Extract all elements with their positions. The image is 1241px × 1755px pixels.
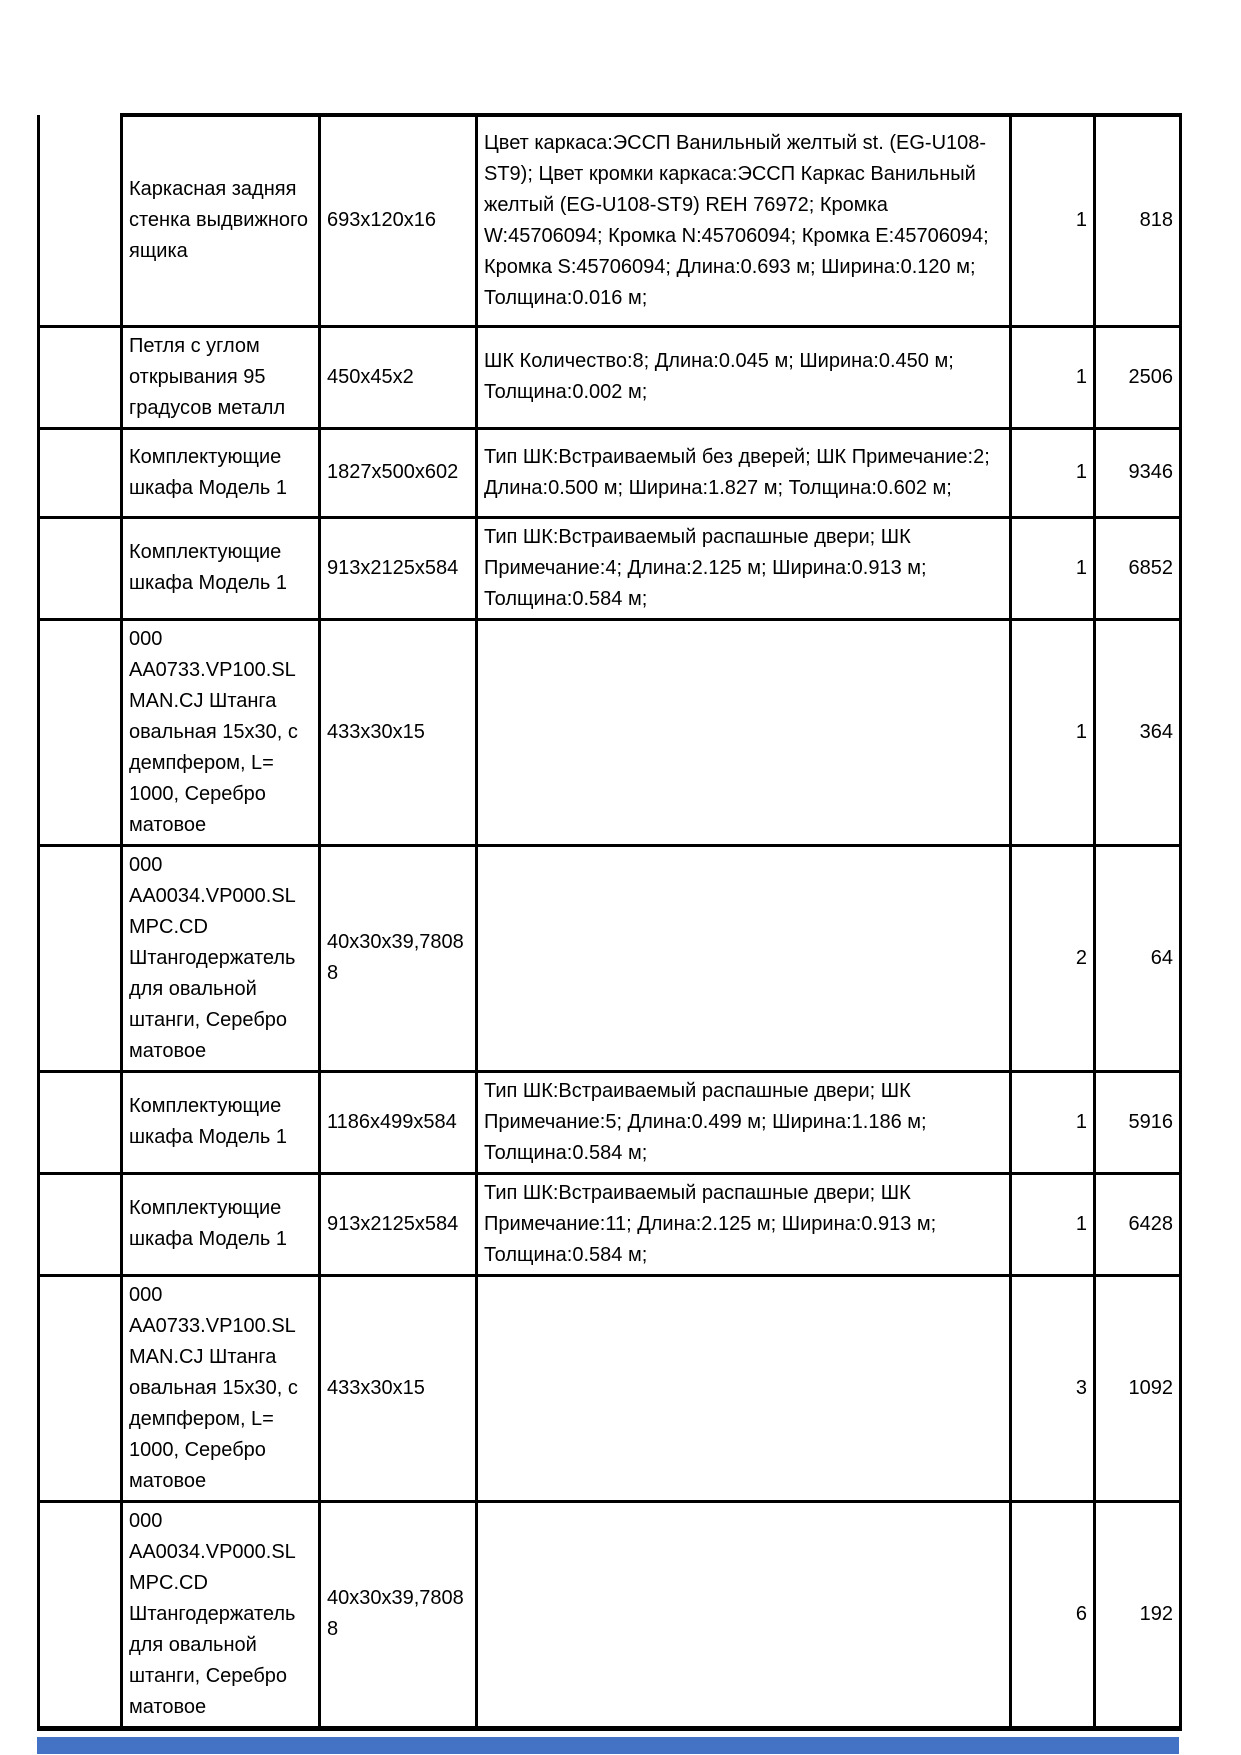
item-dimensions-cell: 1186x499x584 [320, 1071, 477, 1173]
item-name-cell: 000 AA0034.VP000.SLMPC.CD Штангодержатель для овальной штанги, Серебро матовое [122, 1501, 320, 1728]
row-gutter-cell [39, 1173, 122, 1275]
item-qty-cell: 3 [1011, 1275, 1095, 1501]
item-name-cell: 000 AA0733.VP100.SLMAN.CJ Штанга овальная 15x30, с демпфером, L= 1000, Серебро матовое [122, 1275, 320, 1501]
item-name-cell: Каркасная задняя стенка выдвижного ящика [122, 115, 320, 326]
item-dimensions-cell: 433x30x15 [320, 619, 477, 845]
item-details-cell: Тип ШК:Встраиваемый распашные двери; ШК Примечание:5; Длина:0.499 м; Ширина:1.186 м; Толщина:0.584 м; [477, 1071, 1011, 1173]
table-row [39, 115, 1181, 326]
table-row [39, 1501, 1181, 1728]
row-gutter-cell [39, 517, 122, 619]
item-price-cell: 5916 [1095, 1071, 1181, 1173]
item-qty-cell: 1 [1011, 1173, 1095, 1275]
item-name-cell: Комплектующие шкафа Модель 1 [122, 1173, 320, 1275]
table-row [39, 326, 1181, 428]
table-row [39, 619, 1181, 845]
item-details-cell [477, 619, 1011, 845]
item-qty-cell: 1 [1011, 115, 1095, 326]
item-price-cell: 364 [1095, 619, 1181, 845]
item-details-cell [477, 845, 1011, 1071]
table-row [39, 1173, 1181, 1275]
item-price-cell: 192 [1095, 1501, 1181, 1728]
table-row [39, 845, 1181, 1071]
row-gutter-cell [39, 1071, 122, 1173]
item-qty-cell: 6 [1011, 1501, 1095, 1728]
item-price-cell: 1092 [1095, 1275, 1181, 1501]
item-price-cell: 818 [1095, 115, 1181, 326]
item-details-cell [477, 1501, 1011, 1728]
item-details-cell: Тип ШК:Встраиваемый без дверей; ШК Примечание:2; Длина:0.500 м; Ширина:1.827 м; Толщина:0.602 м; [477, 428, 1011, 517]
items-table [37, 113, 1182, 1731]
item-dimensions-cell: 40x30x39,78088 [320, 845, 477, 1071]
item-name-cell: Петля с углом открывания 95 градусов металл [122, 326, 320, 428]
item-details-cell: Тип ШК:Встраиваемый распашные двери; ШК Примечание:11; Длина:2.125 м; Ширина:0.913 м; Толщина:0.584 м; [477, 1173, 1011, 1275]
item-dimensions-cell: 693x120x16 [320, 115, 477, 326]
item-price-cell: 2506 [1095, 326, 1181, 428]
item-qty-cell: 1 [1011, 1071, 1095, 1173]
table-row [39, 1275, 1181, 1501]
row-gutter-cell [39, 619, 122, 845]
item-details-cell: Цвет каркаса:ЭССП Ванильный желтый st. (EG-U108-ST9); Цвет кромки каркаса:ЭССП Каркас Ванильный желтый (EG-U108-ST9) REH 76972; Кромка W:45706094; Кромка N:45706094; Кромка E:45706094; Кромка S:45706094; Длина:0.693 м; Ширина:0.120 м; Толщина:0.016 м; [477, 115, 1011, 326]
item-details-cell: Тип ШК:Встраиваемый распашные двери; ШК Примечание:4; Длина:2.125 м; Ширина:0.913 м; Толщина:0.584 м; [477, 517, 1011, 619]
table-row [39, 428, 1181, 517]
table-row [39, 517, 1181, 619]
row-gutter-cell [39, 115, 122, 326]
item-price-cell: 6428 [1095, 1173, 1181, 1275]
bottom-blue-bar [37, 1737, 1179, 1754]
table-row [39, 1071, 1181, 1173]
item-name-cell: Комплектующие шкафа Модель 1 [122, 428, 320, 517]
item-dimensions-cell: 450x45x2 [320, 326, 477, 428]
item-dimensions-cell: 40x30x39,78088 [320, 1501, 477, 1728]
item-qty-cell: 2 [1011, 845, 1095, 1071]
item-qty-cell: 1 [1011, 619, 1095, 845]
row-gutter-cell [39, 326, 122, 428]
item-dimensions-cell: 433x30x15 [320, 1275, 477, 1501]
row-gutter-cell [39, 845, 122, 1071]
item-qty-cell: 1 [1011, 326, 1095, 428]
item-dimensions-cell: 913x2125x584 [320, 1173, 477, 1275]
item-name-cell: 000 AA0034.VP000.SLMPC.CD Штангодержатель для овальной штанги, Серебро матовое [122, 845, 320, 1071]
item-qty-cell: 1 [1011, 428, 1095, 517]
item-name-cell: Комплектующие шкафа Модель 1 [122, 517, 320, 619]
item-price-cell: 6852 [1095, 517, 1181, 619]
item-dimensions-cell: 1827x500x602 [320, 428, 477, 517]
item-price-cell: 64 [1095, 845, 1181, 1071]
row-gutter-cell [39, 428, 122, 517]
item-price-cell: 9346 [1095, 428, 1181, 517]
item-dimensions-cell: 913x2125x584 [320, 517, 477, 619]
row-gutter-cell [39, 1501, 122, 1728]
item-name-cell: Комплектующие шкафа Модель 1 [122, 1071, 320, 1173]
item-details-cell [477, 1275, 1011, 1501]
item-name-cell: 000 AA0733.VP100.SLMAN.CJ Штанга овальная 15x30, с демпфером, L= 1000, Серебро матовое [122, 619, 320, 845]
item-qty-cell: 1 [1011, 517, 1095, 619]
row-gutter-cell [39, 1275, 122, 1501]
item-details-cell: ШК Количество:8; Длина:0.045 м; Ширина:0.450 м; Толщина:0.002 м; [477, 326, 1011, 428]
